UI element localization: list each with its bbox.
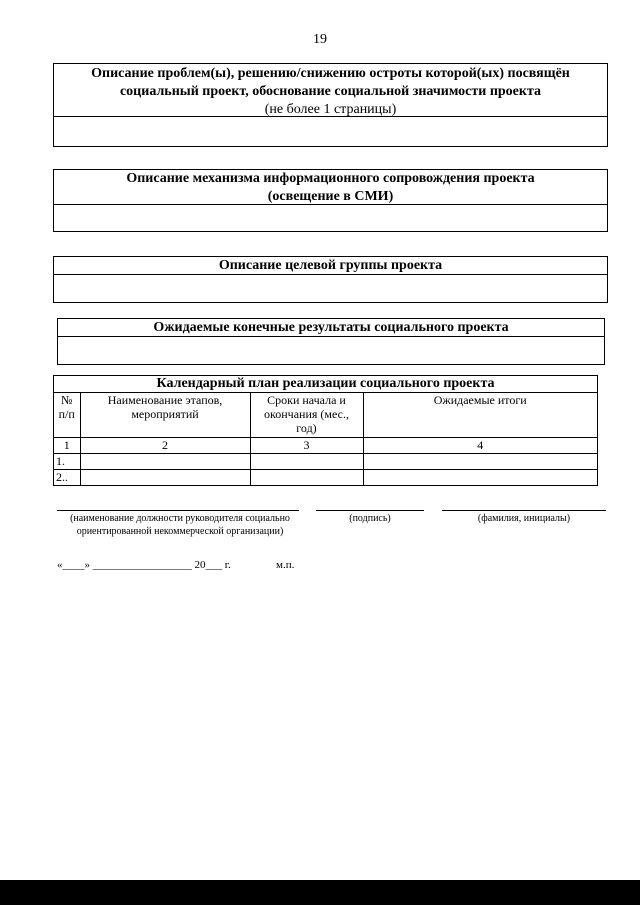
table-header-row (54, 393, 597, 438)
signature-line[interactable] (316, 510, 424, 511)
calendar-plan (53, 375, 598, 486)
table-row (54, 470, 597, 486)
stamp-label: м.п. (276, 559, 295, 571)
row-outcome[interactable] (363, 470, 597, 486)
position-signature-line[interactable] (57, 510, 299, 511)
position-caption (55, 512, 305, 538)
problem-title-line1: Описание проблем(ы), решению/снижению остроты которой(ых) посвящён (91, 66, 570, 81)
row-term[interactable] (250, 454, 363, 470)
row-num: 2.. (54, 470, 80, 486)
row-num: 1. (54, 454, 80, 470)
col-header-outcomes: Ожидаемые итоги (363, 393, 597, 438)
problem-note: (не более 1 страницы) (264, 102, 397, 117)
table-row (54, 454, 597, 470)
col-header-num: № п/п (54, 393, 80, 438)
scan-edge-bar (0, 880, 640, 905)
target-group-section (53, 256, 608, 303)
media-title-line1: Описание механизма информационного сопровождения проекта (126, 171, 535, 186)
calendar-plan-table (54, 393, 597, 485)
signature-caption: (подпись) (349, 513, 391, 524)
calendar-plan-title: Календарный план реализации социального проекта (54, 376, 597, 393)
media-title-line2: (освещение в СМИ) (267, 189, 394, 204)
row-outcome[interactable] (363, 454, 597, 470)
table-index-row (54, 438, 597, 454)
results-answer-area[interactable] (58, 337, 604, 364)
results-section (57, 318, 605, 365)
row-stage[interactable] (80, 470, 250, 486)
row-stage[interactable] (80, 454, 250, 470)
index-cell: 3 (250, 438, 363, 454)
target-group-title: Описание целевой группы проекта (218, 258, 443, 273)
index-cell: 2 (80, 438, 250, 454)
media-section-header (54, 170, 607, 205)
problem-title-line2: социальный проект, обоснование социальной значимости проекта (119, 84, 542, 99)
name-caption: (фамилия, инициалы) (477, 513, 571, 524)
target-group-header (54, 257, 607, 275)
name-signature-line[interactable] (442, 510, 606, 511)
position-caption-line1: (наименование должности руководителя социально (70, 513, 290, 524)
results-header (58, 319, 604, 337)
row-term[interactable] (250, 470, 363, 486)
problem-section-header (54, 64, 607, 117)
results-title: Ожидаемые конечные результаты социального проекта (153, 320, 509, 335)
date-line[interactable]: «____» __________________ 20___ г. (57, 559, 231, 571)
media-answer-area[interactable] (54, 205, 607, 231)
index-cell: 1 (54, 438, 80, 454)
media-section (53, 169, 608, 232)
problem-answer-area[interactable] (54, 117, 607, 146)
index-cell: 4 (363, 438, 597, 454)
col-header-stages: Наименование этапов, мероприятий (80, 393, 250, 438)
problem-section (53, 63, 608, 147)
position-caption-line2: ориентированной некоммерческой организации) (76, 526, 284, 537)
col-header-terms: Сроки начала и окончания (мес., год) (250, 393, 363, 438)
target-group-answer-area[interactable] (54, 275, 607, 302)
page-number: 19 (313, 32, 327, 47)
